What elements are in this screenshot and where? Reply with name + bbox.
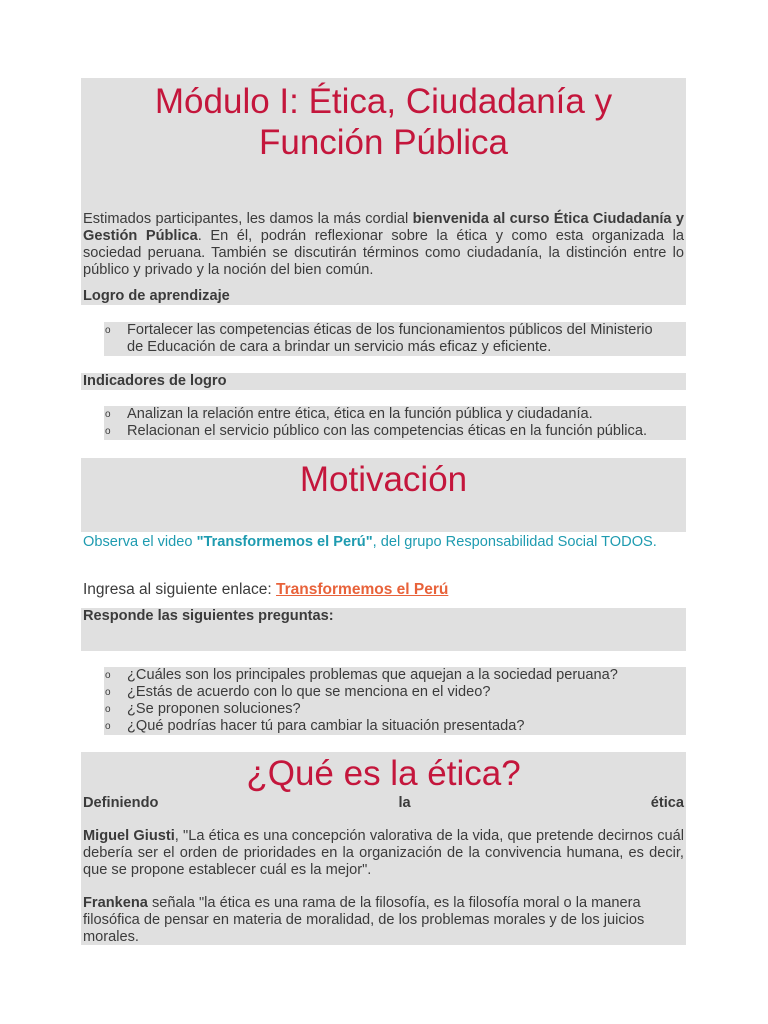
logro-list (81, 322, 663, 356)
module-title (81, 78, 686, 163)
list-item: o ¿Cuáles son los principales problemas que aquejan a la sociedad peruana? (105, 667, 618, 683)
giusti-quote: Miguel Giusti, "La ética es una concepción valorativa de la vida, que pretende decirnos cuál debería ser el orden de prioridades en la organización de la convivencia humana, es decir, que se propone establecer cuál es la mejor". (83, 828, 684, 878)
questions-list (81, 667, 663, 735)
link-line (81, 580, 686, 599)
frankena-quote: Frankena señala "la ética es una rama de la filosofía, es la filosofía moral o la manera filosófica de pensar en materia de moralidad, de los problemas morales y de los juicios morales. (83, 895, 645, 945)
etica-block (81, 752, 686, 945)
list-item: o ¿Se proponen soluciones? (105, 701, 301, 717)
logro-list-block (104, 322, 686, 356)
list-item: o ¿Estás de acuerdo con lo que se menciona en el video? (105, 684, 491, 700)
bullet-icon: o (105, 426, 111, 437)
indicadores-block (81, 373, 686, 390)
bullet-icon: o (105, 687, 111, 698)
bullet-icon: o (105, 670, 111, 681)
author-name: Miguel Giusti (83, 828, 175, 844)
link-prefix: Ingresa al siguiente enlace: (83, 581, 277, 598)
list-item: o Analizan la relación entre ética, ética en la función pública y ciudadanía. (105, 406, 593, 422)
bullet-icon: o (105, 704, 111, 715)
observe-paragraph: Observa el video "Transformemos el Perú", del grupo Responsabilidad Social TODOS. (83, 534, 657, 550)
module-header-block (81, 78, 686, 305)
list-item: o ¿Qué podrías hacer tú para cambiar la situación presentada? (105, 718, 525, 734)
defining-line: Definiendo la ética (83, 795, 684, 811)
video-title: "Transformemos el Perú" (196, 534, 373, 550)
video-link[interactable]: Transformemos el Perú (276, 581, 449, 598)
indicadores-list-block (104, 406, 686, 440)
etica-title: ¿Qué es la ética? (246, 754, 521, 793)
intro-paragraph: Estimados participantes, les damos la más cordial bienvenida al curso Ética Ciudadanía y Gestión Pública. En él, podrán reflexionar sobre la ética y como esta organizada la sociedad peruana. También se discutirán términos como ciudadanía, la distinción entre lo público y privado y la noción del bien común. (83, 211, 684, 278)
list-item: o Fortalecer las competencias éticas de los funcionamientos públicos del Ministerio de Educación de cara a brindar un servicio más eficaz y eficiente. (105, 322, 653, 355)
indicadores-label: Indicadores de logro (83, 373, 227, 389)
bullet-icon: o (105, 721, 111, 732)
module-title-line1: Módulo I: Ética, Ciudadanía y (154, 82, 613, 121)
indicadores-list (81, 406, 663, 440)
list-item: o Relacionan el servicio público con las competencias éticas en la función pública. (105, 423, 647, 439)
bullet-icon: o (105, 325, 111, 336)
motivacion-header-block (81, 458, 686, 532)
author-name: Frankena (83, 895, 148, 911)
course-name: bienvenida al curso Ética Ciudadanía y Gestión Pública (83, 211, 684, 244)
motivacion-title: Motivación (299, 460, 468, 499)
observe-block (81, 534, 686, 551)
questions-label: Responde las siguientes preguntas: (83, 608, 334, 624)
logro-label: Logro de aprendizaje (83, 288, 230, 304)
module-title-line2: Función Pública (258, 123, 509, 162)
questions-list-block (104, 667, 686, 735)
questions-label-block (81, 608, 686, 651)
bullet-icon: o (105, 409, 111, 420)
